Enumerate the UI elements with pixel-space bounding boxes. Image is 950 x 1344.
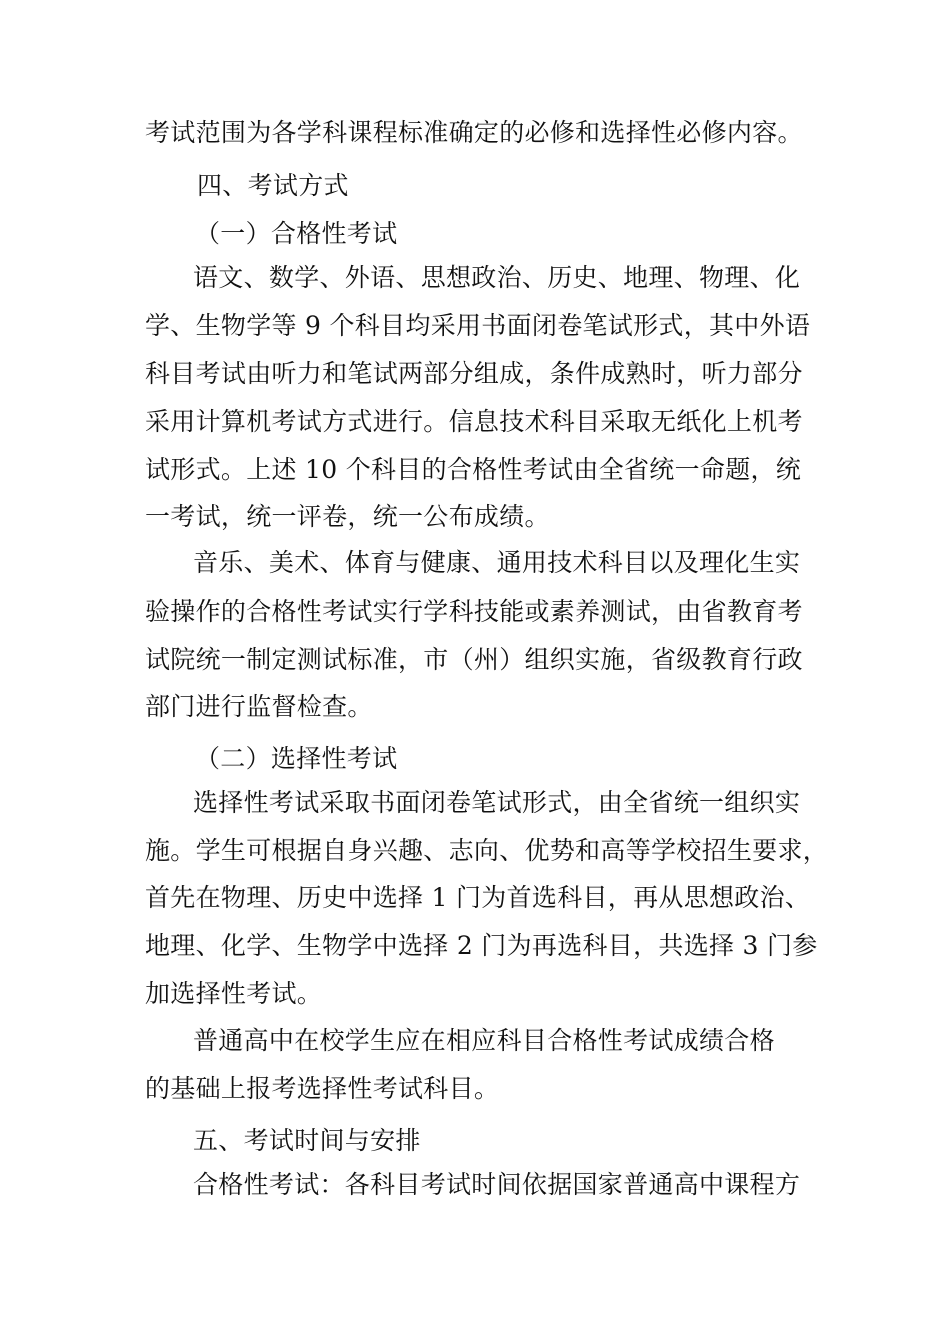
- heading-exam-method: 四、考试方式: [197, 171, 349, 200]
- text-line: 音乐、美术、体育与健康、通用技术科目以及理化生实: [193, 548, 801, 577]
- text-line: 科目考试由听力和笔试两部分组成，条件成熟时，听力部分: [145, 359, 803, 388]
- text-line: 合格性考试：各科目考试时间依据国家普通高中课程方: [193, 1170, 801, 1199]
- text-line: 试形式。上述 10 个科目的合格性考试由全省统一命题，统: [145, 455, 802, 484]
- subheading-qualification-exam: （一）合格性考试: [195, 219, 398, 248]
- text-line: 语文、数学、外语、思想政治、历史、地理、物理、化: [193, 263, 801, 292]
- text-line: 普通高中在校学生应在相应科目合格性考试成绩合格: [193, 1026, 775, 1055]
- text-line-exam-scope: 考试范围为各学科课程标准确定的必修和选择性必修内容。: [145, 118, 803, 147]
- text-line: 地理、化学、生物学中选择 2 门为再选科目，共选择 3 门参: [145, 931, 818, 960]
- subheading-selective-exam: （二）选择性考试: [195, 744, 398, 773]
- text-line: 一考试，统一评卷，统一公布成绩。: [145, 502, 550, 531]
- text-line: 学、生物学等 9 个科目均采用书面闭卷笔试形式，其中外语: [145, 311, 811, 340]
- text-line: 部门进行监督检查。: [145, 692, 373, 721]
- text-line: 试院统一制定测试标准，市（州）组织实施，省级教育行政: [145, 645, 803, 674]
- text-line: 首先在物理、历史中选择 1 门为首选科目，再从思想政治、: [145, 883, 811, 912]
- text-line: 的基础上报考选择性考试科目。: [145, 1074, 500, 1103]
- text-line: 施。学生可根据自身兴趣、志向、优势和高等学校招生要求，: [145, 836, 829, 865]
- text-line: 验操作的合格性考试实行学科技能或素养测试，由省教育考: [145, 597, 803, 626]
- text-line: 采用计算机考试方式进行。信息技术科目采取无纸化上机考: [145, 407, 803, 436]
- text-line: 加选择性考试。: [145, 979, 323, 1008]
- heading-exam-schedule: 五、考试时间与安排: [193, 1126, 421, 1155]
- text-line: 选择性考试采取书面闭卷笔试形式，由全省统一组织实: [193, 788, 801, 817]
